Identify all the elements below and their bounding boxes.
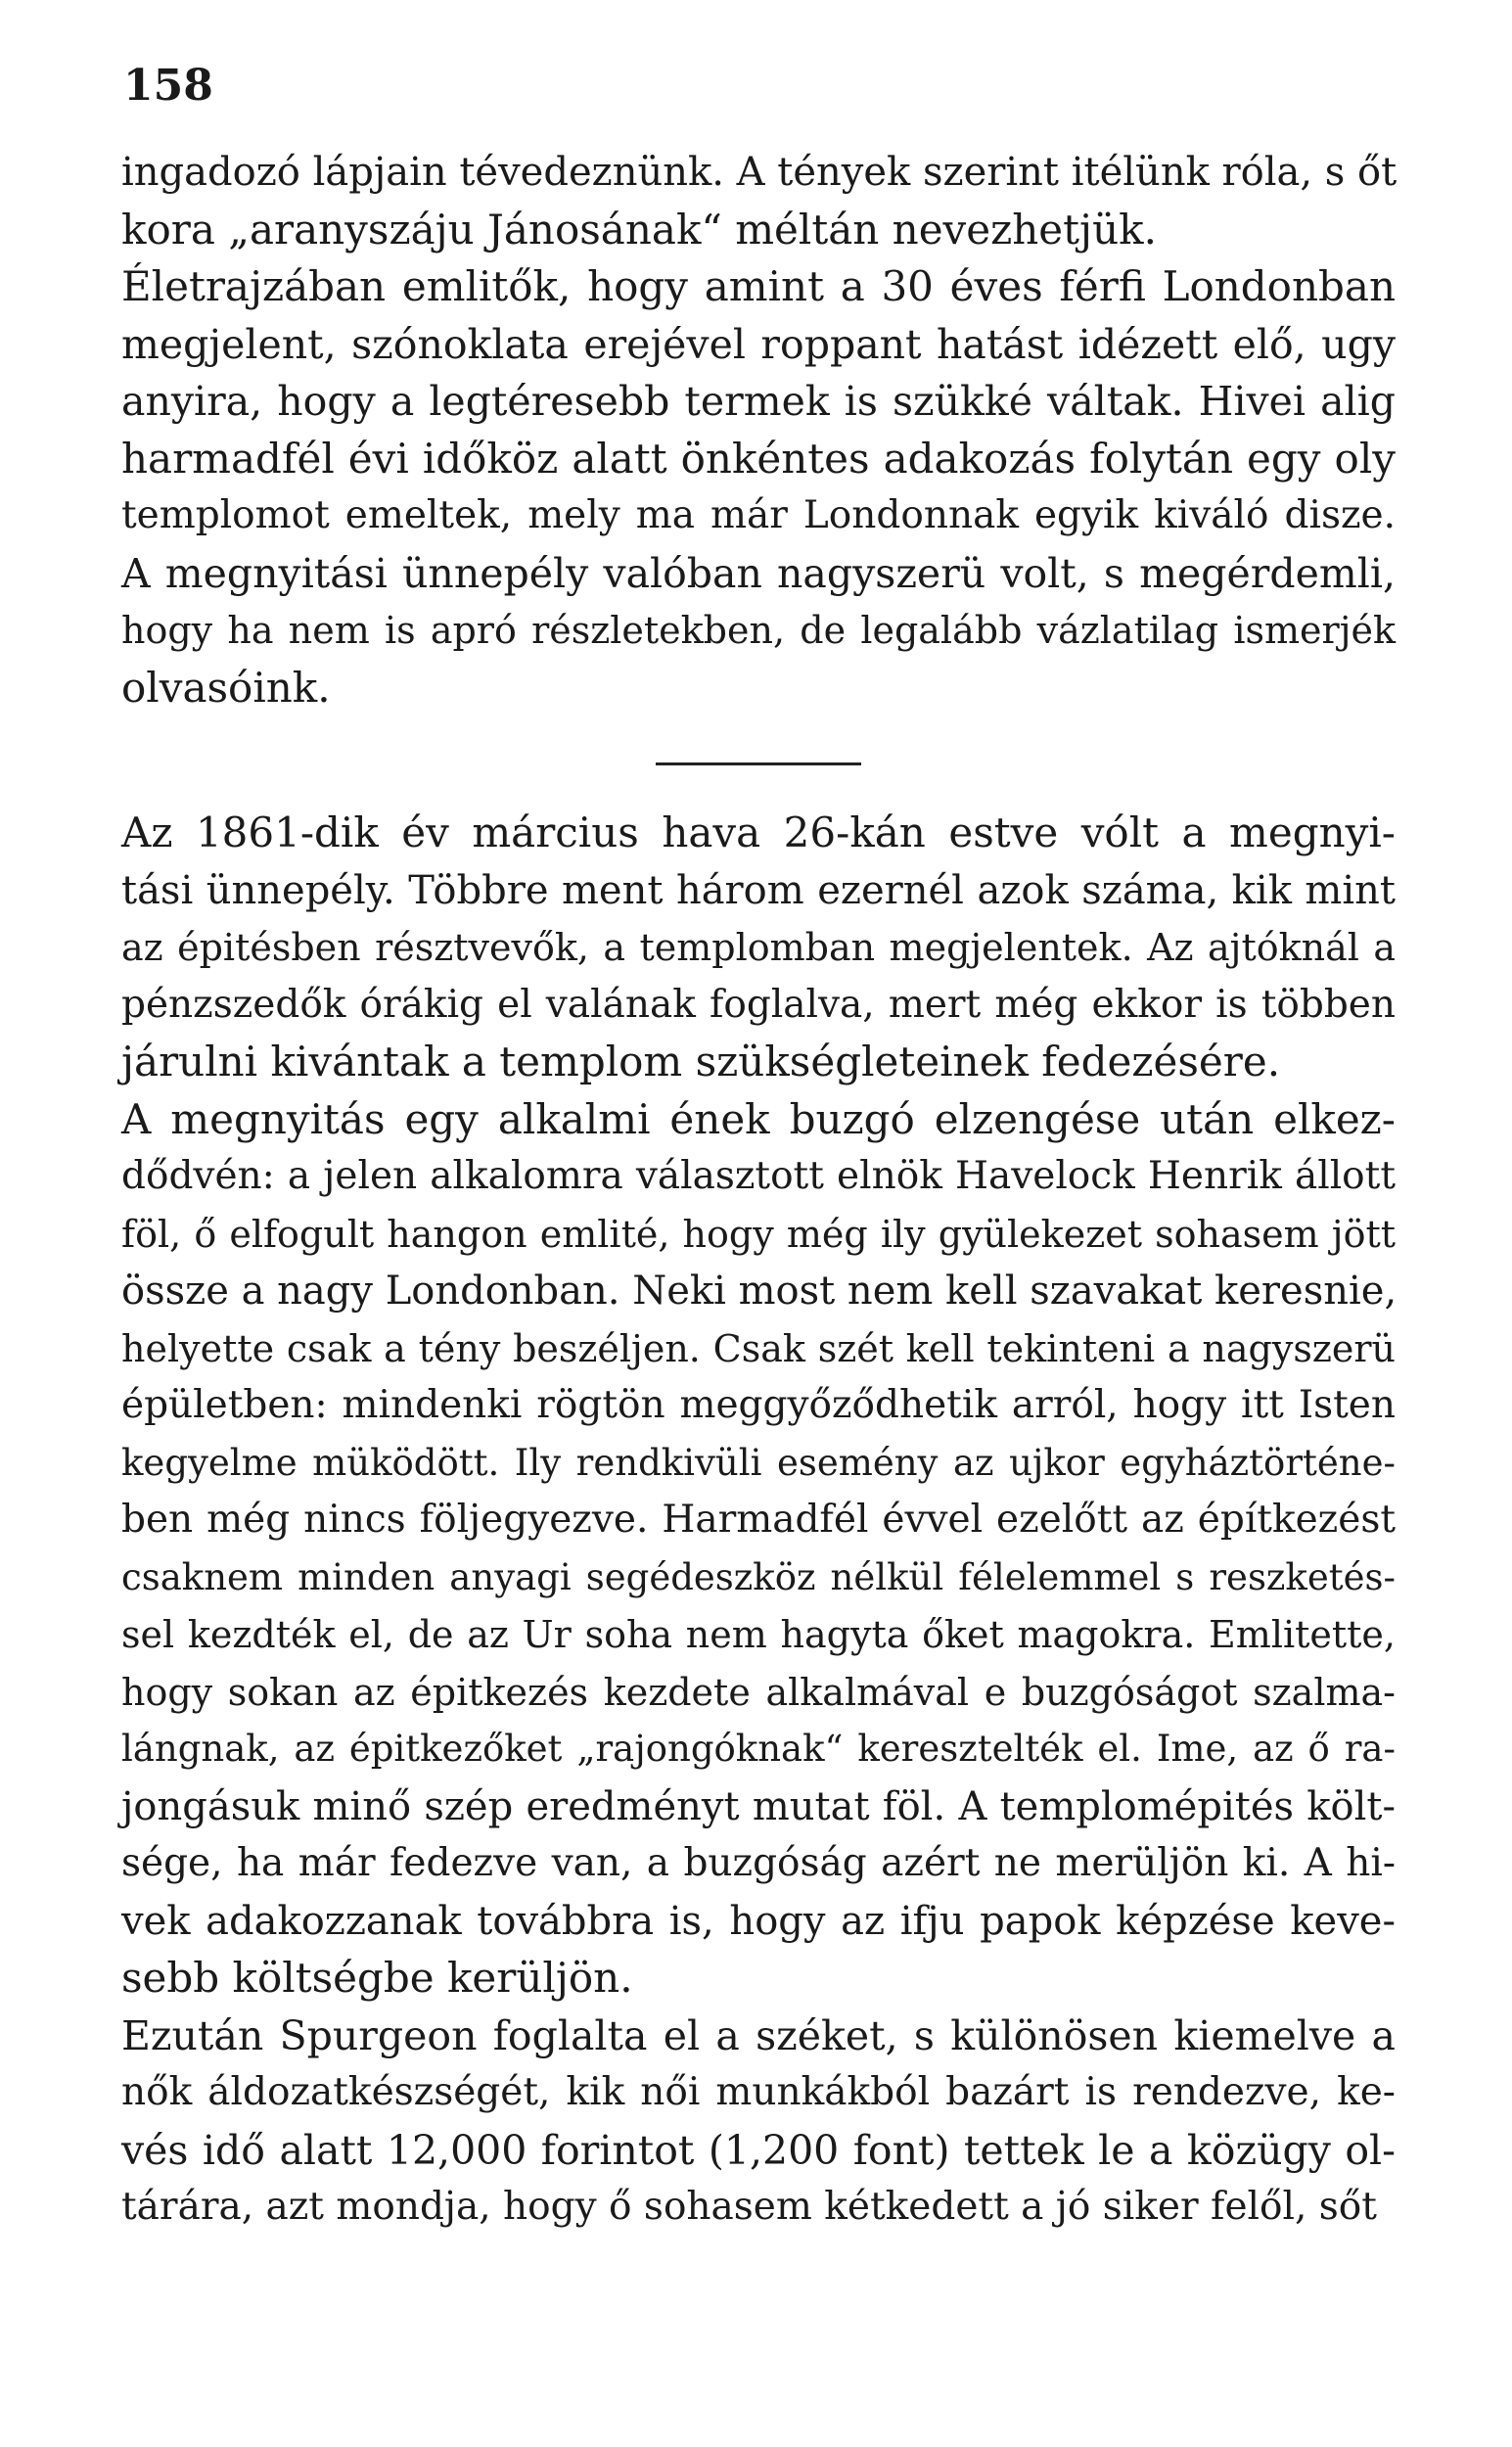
- paragraph: [121, 2008, 1396, 2237]
- text-line: tási ünnepély. Többre ment három ezernél azok száma, kik mint: [121, 867, 1396, 913]
- text-block-bottom: [121, 805, 1396, 2237]
- section-divider: [656, 762, 861, 765]
- paragraph: [121, 805, 1396, 1091]
- text-line: ingadozó lápjain tévedeznünk. A tények szerint itélünk róla, s őt: [121, 150, 1397, 195]
- text-line: harmadfél évi időköz alatt önkéntes adakozás folytán egy oly: [121, 434, 1396, 483]
- text-line: csaknem minden anyagi segédeszköz nélkül félelemmel s reszketés-: [121, 1555, 1396, 1598]
- text-line: sel kezdték el, de az Ur soha nem hagyta őket magokra. Emlitette,: [121, 1613, 1396, 1656]
- text-line: Életrajzában emlitők, hogy amint a 30 éves férfi Londonban: [121, 262, 1396, 310]
- text-line: hogy sokan az épitkezés kezdete alkalmával e buzgóságot szalma-: [121, 1670, 1396, 1714]
- paragraph: [121, 144, 1396, 258]
- text-block-top: [121, 144, 1396, 716]
- text-line: Az 1861-dik év március hava 26-kán estve vólt a megnyi-: [121, 808, 1396, 856]
- text-line: vés idő alatt 12,000 forintot (1,200 font) tettek le a közügy ol-: [121, 2126, 1396, 2174]
- text-line: Ezután Spurgeon foglalta el a széket, s különösen kiemelve a: [121, 2011, 1396, 2059]
- text-line: templomot emeltek, mely ma már Londonnak egyik kiváló disze.: [121, 493, 1396, 537]
- text-line: sebb költségbe kerüljön.: [121, 1954, 633, 2002]
- text-line: föl, ő elfogult hangon emlité, hogy még ily gyülekezet sohasem jött: [121, 1212, 1396, 1256]
- text-line: kora „aranyszáju Jánosának“ méltán nevezhetjük.: [121, 205, 1157, 254]
- text-line: ben még nincs följegyezve. Harmadfél évvel ezelőtt az építkezést: [121, 1498, 1396, 1542]
- text-line: az épitésben résztvevők, a templomban megjelentek. Az ajtóknál a: [121, 926, 1396, 969]
- page-number: 158: [123, 61, 213, 111]
- text-line: helyette csak a tény beszéljen. Csak szét kell tekinteni a nagyszerü: [121, 1326, 1396, 1370]
- text-line: járulni kivántak a templom szükségleteinek fedezésére.: [121, 1038, 1281, 1085]
- text-line: kegyelme müködött. Ily rendkivüli esemény az ujkor egyháztörténe-: [121, 1441, 1396, 1484]
- text-line: épületben: mindenki rögtön meggyőződhetik arról, hogy itt Isten: [121, 1383, 1396, 1427]
- text-line: dődvén: a jelen alkalomra választott elnök Havelock Henrik állott: [121, 1154, 1396, 1198]
- text-line: hogy ha nem is apró részletekben, de legalább vázlatilag ismerjék: [121, 609, 1396, 652]
- text-line: tárára, azt mondja, hogy ő sohasem kétkedett a jó siker felől, sőt: [121, 2185, 1377, 2229]
- text-line: jongásuk minő szép eredményt mutat föl. A templomépités költ-: [121, 1783, 1396, 1829]
- paragraph: [121, 1091, 1396, 2008]
- paragraph: [121, 258, 1396, 716]
- text-line: anyira, hogy a legtéresebb termek is szükké váltak. Hivei alig: [121, 378, 1396, 425]
- text-line: vek adakozzanak továbbra is, hogy az ifju papok képzése keve-: [121, 1898, 1396, 1944]
- text-line: olvasóink.: [121, 663, 331, 712]
- text-line: lángnak, az épitkezőket „rajongóknak“ keresztelték el. Ime, az ő ra-: [121, 1728, 1396, 1770]
- text-line: pénzszedők órákig el valának foglalva, mert még ekkor is többen: [121, 982, 1396, 1027]
- text-line: A megnyitási ünnepély valóban nagyszerü volt, s megérdemli,: [121, 549, 1396, 597]
- text-line: sége, ha már fedezve van, a buzgóság azért ne merüljön ki. A hi-: [121, 1841, 1396, 1885]
- text-line: össze a nagy Londonban. Neki most nem kell szavakat keresnie,: [121, 1269, 1397, 1314]
- text-line: A megnyitás egy alkalmi ének buzgó elzengése után elkez-: [121, 1094, 1396, 1143]
- text-line: nők áldozatkészségét, kik női munkákból bazárt is rendezve, ke-: [121, 2070, 1396, 2114]
- text-line: megjelent, szónoklata erejével roppant hatást idézett elő, ugy: [121, 320, 1396, 368]
